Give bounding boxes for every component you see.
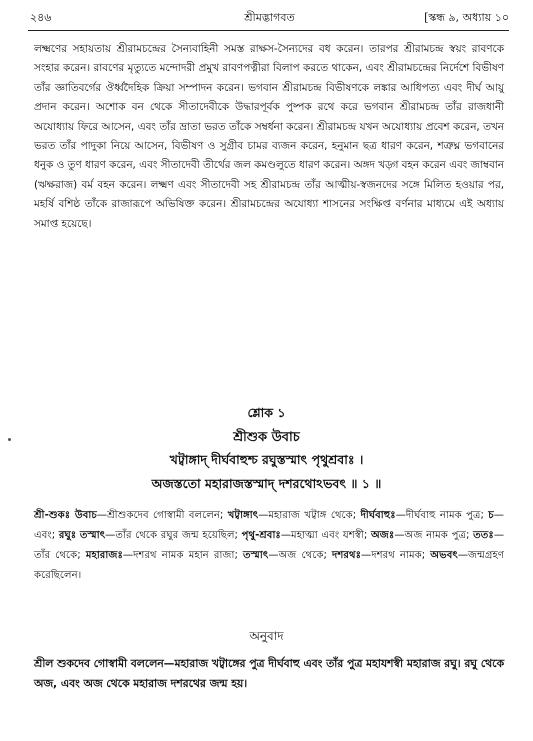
synonym-term: তস্মাৎ <box>243 550 269 561</box>
synonym-meaning: —শ্রীশুকদেব গোস্বামী বললেন; <box>96 510 224 521</box>
synonym-meaning: —অজ থেকে; <box>268 550 327 561</box>
synonym-meaning: —দীর্ঘবাহু নামক পুত্র; <box>395 510 484 521</box>
synonym-term: অভবৎ <box>430 550 458 561</box>
synonym-term: শ্রী-শুকঃ উবাচ <box>34 510 97 521</box>
verse-line-1: খট্বাঙ্গাদ্ দীর্ঘবাহুশ্চ রঘুস্তস্মাৎ পৃথুশ্রবাঃ । <box>169 452 364 467</box>
synonym-meaning: —দশরথ নামক; <box>361 550 426 561</box>
chapter-summary: লক্ষ্মণের সহায়তায় শ্রীরামচন্দ্রের সৈন্যবাহিনী সমস্ত রাক্ষস-সৈন্যদের বধ করেন। তারপর শ্রীরামচন্দ্র স্বয়ং রাবণকে সংহার করেন। রাবণের মৃত্যুতে মন্দোদরী প্রমুখ রাবণপত্নীরা বিলাপ করতে থাকেন, এবং শ্রীরামচন্দ্রের নির্দেশে বিভীষণ তাঁর জ্ঞাতিবর্গের ঔর্ধ্বদৈহিক ক্রিয়া সম্পাদন করেন। ভগবান শ্রীরামচন্দ্র বিভীষণকে লঙ্কার আধিপত্য এবং দীর্ঘ আয়ু প্রদান করেন। অশোক বন থেকে সীতাদেবীকে উদ্ধারপূর্বক পুষ্পক রথে করে ভগবান শ্রীরামচন্দ্র তাঁর রাজধানী অযোধ্যায় ফিরে আসেন, এবং তাঁর ভ্রাতা ভরত তাঁকে সম্বর্ধনা করেন। শ্রীরামচন্দ্র যখন অযোধ্যায় প্রবেশ করেন, তখন ভরত তাঁর পাদুকা নিয়ে আসেন, বিভীষণ ও সুগ্রীব চামর ব্যজন করেন, হনুমান ছত্র ধারণ করেন, শত্রুঘ্ন ভগবানের ধনুক ও তুণ ধারণ করেন, এবং সীতাদেবী তীর্থের জল কমণ্ডলুতে ধারণ করেন। অঙ্গদ খড়্গ বহন করেন এবং জাম্ববান (ঋক্ষরাজ) বর্ম বহন করেন। লক্ষ্মণ এবং সীতাদেবী সহ শ্রীরামচন্দ্র তাঁর আত্মীয়-স্বজনদের সঙ্গে মিলিত হওয়ার পর, মহর্ষি বশিষ্ঠ তাঁকে রাজারূপে অভিষিক্ত করেন। শ্রীরামচন্দ্রের অযোধ্যা শাসনের সংক্ষিপ্ত বর্ণনার মাধ্যমে এই অধ্যায় সমাপ্ত হয়েছে। <box>34 43 504 230</box>
page-number: ২৪৬ <box>30 10 52 24</box>
synonym-meaning: —জন্মগ্রহণ করেছিলেন। <box>34 550 504 581</box>
synonym-meaning: —দশরথ নামক মহান রাজা; <box>122 550 238 561</box>
synonym-term: পৃথু-শ্রবাঃ <box>241 530 281 541</box>
synonym-meaning: —তাঁর থেকে; <box>34 530 504 561</box>
page-header <box>30 8 509 28</box>
synonym-meaning: —অজ নামক পুত্র; <box>394 530 470 541</box>
synonym-meaning: —এবং; <box>34 510 504 541</box>
book-title: শ্রীমদ্ভাগবত <box>244 10 295 24</box>
verse-line-2: অজস্ততো মহারাজস্তস্মাদ্ দশরথোঽভবৎ ॥ ১ ॥ <box>151 476 382 491</box>
synonym-meaning: —মহাত্মা এবং যশস্বী; <box>280 530 368 541</box>
synonym-term: দীর্ঘবাহুঃ <box>360 510 396 521</box>
verse-label: শ্লোক ১ <box>247 405 286 420</box>
synonym-term: দশরথঃ <box>332 550 362 561</box>
synonym-term: তস্মাৎ <box>79 530 106 541</box>
synonym-term: মহারাজঃ <box>85 550 123 561</box>
synonym-meaning: —তাঁর থেকে রঘুর জন্ম হয়েছিল; <box>105 530 238 541</box>
synonym-term: ততঃ <box>473 530 494 541</box>
verse-speaker: শ্রীশুক উবাচ <box>233 430 300 445</box>
synonym-term: খট্বাঙ্গাৎ <box>227 510 259 521</box>
synonym-term: চ <box>488 510 494 521</box>
translation-heading: অনুবাদ <box>249 629 284 643</box>
section-reference: [স্কন্ধ ৯, অধ্যায় ১০ <box>424 10 509 24</box>
synonym-meaning: —মহারাজ খট্বাঙ্গ থেকে; <box>258 510 357 521</box>
translation-text: শ্রীল শুকদেব গোস্বামী বললেন—মহারাজ খট্বাঙ্গের পুত্র দীর্ঘবাহু এবং তাঁর পুত্র মহাযশস্বী মহারাজ রঘু। রঘু থেকে অজ, এবং অজ থেকে মহারাজ দশরথের জন্ম হয়। <box>34 657 504 690</box>
synonym-term: রঘুঃ <box>58 530 77 541</box>
header-rule <box>28 30 509 31</box>
word-for-word-synonyms <box>34 506 504 586</box>
synonym-term: অজঃ <box>370 530 395 541</box>
